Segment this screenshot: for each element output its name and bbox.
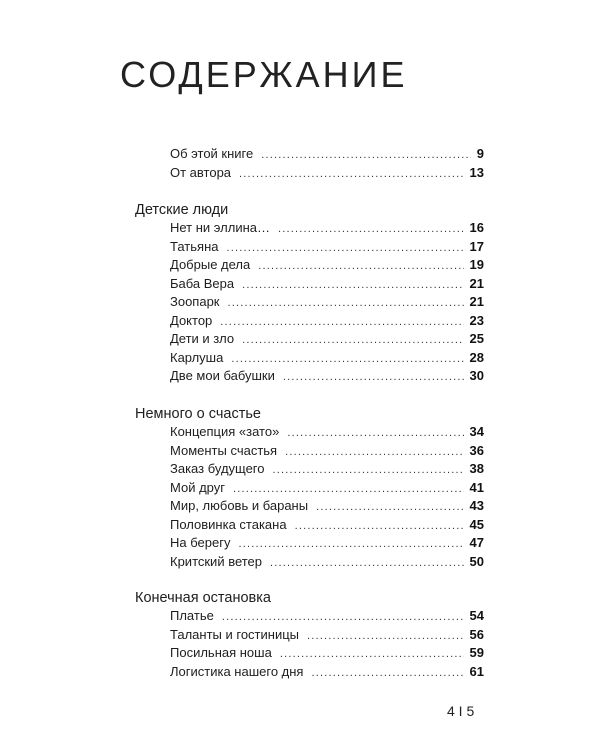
toc-entry-page: 47 [469, 535, 484, 550]
dot-leader [287, 424, 463, 443]
dot-leader [280, 645, 464, 664]
toc-entry-title: Доктор [170, 312, 213, 328]
toc-entry[interactable] [170, 607, 484, 626]
toc-entry-title: Критский ветер [170, 553, 263, 569]
toc-entry[interactable] [170, 423, 484, 442]
toc-entry[interactable] [170, 553, 484, 572]
dot-leader [258, 257, 463, 276]
toc-entry[interactable] [170, 626, 484, 645]
toc-entry-page: 56 [469, 626, 484, 642]
toc-entry-title: Мой друг [170, 479, 225, 495]
dot-leader [228, 294, 464, 313]
toc-entry-page: 21 [469, 275, 484, 291]
toc-entry[interactable] [170, 145, 484, 164]
toc-entry-title: Дети и зло [170, 331, 235, 346]
toc-entry[interactable] [170, 497, 484, 516]
toc-entry[interactable] [170, 238, 484, 257]
toc-entry-page: 61 [469, 663, 484, 679]
dot-leader [285, 443, 463, 462]
dot-leader [226, 239, 463, 258]
dot-leader [283, 368, 464, 387]
toc-entry-page: 50 [469, 553, 484, 569]
toc-entry-page: 13 [469, 164, 484, 180]
toc-entry-title: Мир, любовь и бараны [170, 498, 309, 513]
toc-entry-page: 41 [469, 479, 484, 495]
toc-entry-page: 54 [469, 608, 484, 623]
toc-entry-title: Карлуша [170, 349, 224, 365]
dot-leader [231, 350, 463, 369]
dot-leader [242, 276, 463, 295]
toc-entry[interactable] [170, 256, 484, 275]
toc-entry[interactable] [170, 644, 484, 663]
page-number: 4 I 5 [447, 703, 475, 719]
toc-entry-title: Баба Вера [170, 275, 235, 291]
toc-entry-page: 59 [469, 645, 484, 660]
section-heading: Конечная остановка [135, 590, 271, 606]
toc-entry[interactable] [170, 442, 484, 461]
toc-entry-page: 43 [469, 498, 484, 513]
toc-entry-title: Половинка стакана [170, 516, 287, 532]
dot-leader [307, 627, 464, 646]
toc-entry-title: Добрые дела [170, 257, 251, 272]
toc-entry-page: 21 [469, 294, 484, 309]
toc-entry-title: Платье [170, 608, 214, 623]
toc-entry[interactable] [170, 312, 484, 331]
toc-entry-title: Логистика нашего дня [170, 663, 304, 679]
toc-entry-page: 25 [469, 331, 484, 346]
toc-entry[interactable] [170, 275, 484, 294]
toc-entry-title: Моменты счастья [170, 442, 278, 458]
toc-entry-page: 45 [469, 516, 484, 532]
dot-leader [222, 608, 464, 627]
toc-entry-page: 34 [469, 424, 484, 439]
toc-entry-page: 17 [469, 238, 484, 254]
toc-entry-title: На берегу [170, 535, 231, 550]
toc-entry[interactable] [170, 663, 484, 682]
dot-leader [278, 220, 464, 239]
dot-leader [311, 664, 463, 683]
toc-entry[interactable] [170, 164, 484, 183]
toc-entry[interactable] [170, 293, 484, 312]
dot-leader [242, 331, 463, 350]
toc-entry-title: Зоопарк [170, 294, 220, 309]
page-title: СОДЕРЖАНИЕ [120, 54, 408, 95]
toc-entry-page: 38 [469, 461, 484, 476]
toc-entry[interactable] [170, 534, 484, 553]
dot-leader [316, 498, 463, 517]
toc-entry[interactable] [170, 460, 484, 479]
dot-leader [270, 554, 464, 573]
toc-entry-page: 19 [469, 257, 484, 272]
toc-entry-page: 16 [469, 220, 484, 235]
toc-entry[interactable] [170, 330, 484, 349]
section-heading: Немного о счастье [135, 406, 261, 422]
toc-entry[interactable] [170, 516, 484, 535]
toc-entry-page: 28 [469, 349, 484, 365]
toc-entry[interactable] [170, 367, 484, 386]
dot-leader [238, 535, 463, 554]
toc-entry-title: Концепция «зато» [170, 424, 280, 439]
toc-entry-title: Две мои бабушки [170, 368, 275, 383]
dot-leader [233, 480, 464, 499]
toc-entry[interactable] [170, 219, 484, 238]
toc-entry[interactable] [170, 349, 484, 368]
toc-entry-title: Об этой книге [170, 146, 254, 161]
toc-entry-page: 30 [469, 368, 484, 383]
dot-leader [273, 461, 464, 480]
toc-entry[interactable] [170, 479, 484, 498]
dot-leader [239, 165, 464, 184]
section-heading: Детские люди [135, 202, 229, 218]
toc-entry-title: Посильная ноша [170, 645, 272, 660]
toc-entry-page: 23 [469, 312, 484, 328]
toc-entry-title: Таланты и гостиницы [170, 626, 299, 642]
toc-entry-title: Татьяна [170, 238, 219, 254]
toc-entry-title: От автора [170, 164, 232, 180]
toc-entry-page: 36 [469, 442, 484, 458]
toc-entry-title: Нет ни эллина… [170, 220, 270, 235]
toc-entry-title: Заказ будущего [170, 461, 265, 476]
dot-leader [261, 146, 471, 165]
dot-leader [220, 313, 463, 332]
toc-entry-page: 9 [476, 146, 484, 161]
dot-leader [295, 517, 464, 536]
